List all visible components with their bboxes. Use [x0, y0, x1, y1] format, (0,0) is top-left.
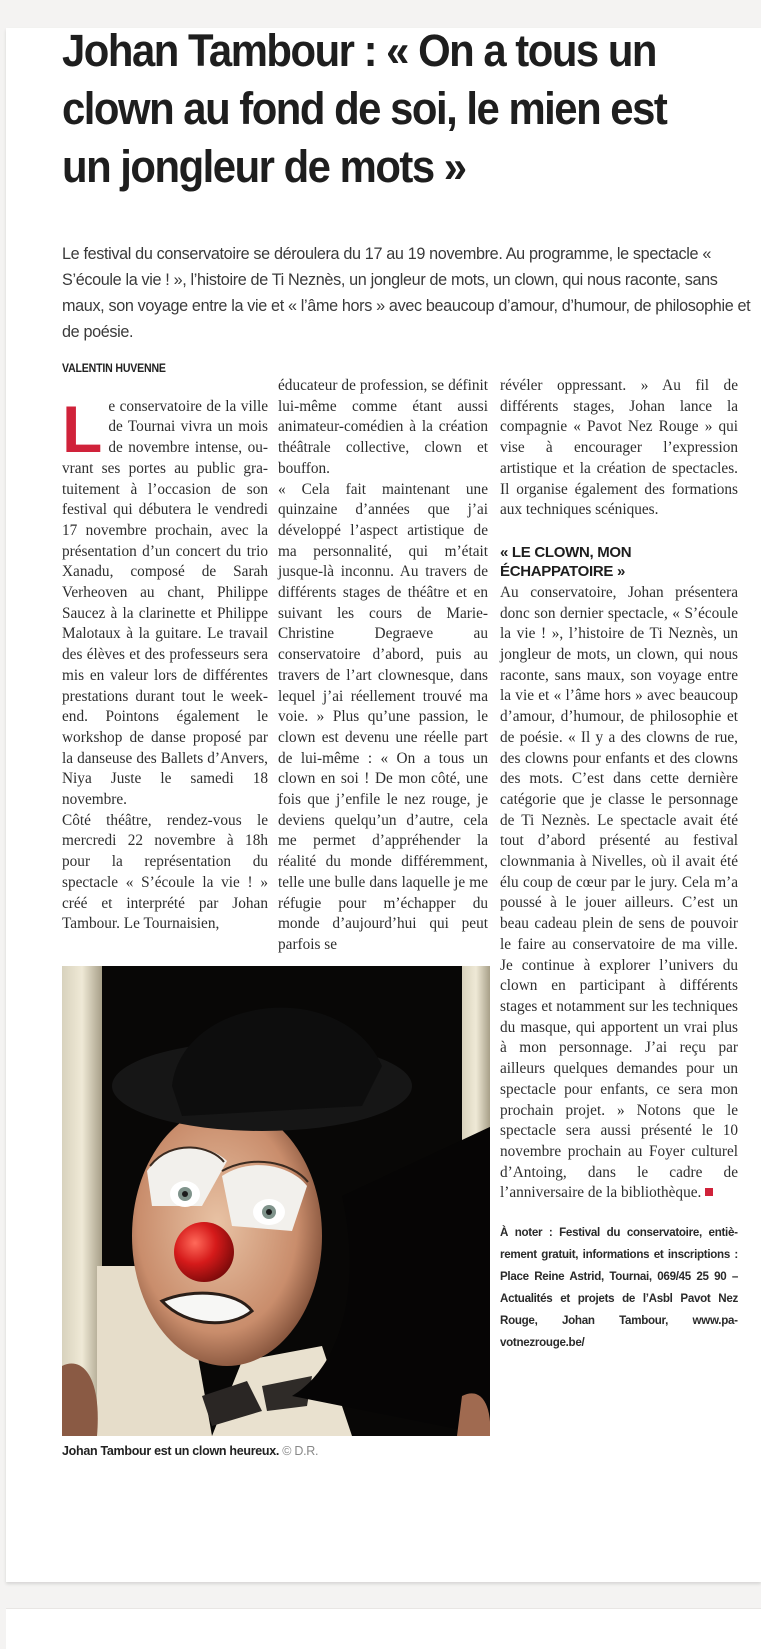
- paragraph-text: e conservatoire de la ville de Tournai vivra un mois de novembre intense, ouvrant ses portes au public gratuitement à l’occasion de son festival qui débutera le vendredi 17 novembre prochain, avec la présentation d’un concert du trio Xanadu, composé de Sarah Verheoven au chant, Philippe Saucez à la clarinette et Philippe Malotaux à la guitare. Le travail des élèves et des professeurs sera mis en valeur lors de différentes prestations durant tout le week-end. Pointons également le workshop de danse proposé par la danseuse des Ballets d’Anvers, Niya Juste le samedi 18 novembre.: [62, 397, 268, 809]
- clown-photo: [62, 966, 490, 1436]
- subheading: « LE CLOWN, MON ÉCHAPPATOIRE »: [500, 543, 632, 580]
- photo-credit: © D.R.: [282, 1444, 319, 1458]
- article-column-3: [500, 376, 738, 1354]
- byline: VALENTIN HUVENNE: [62, 361, 166, 375]
- paragraph: Côté théâtre, rendez-vous le mercredi 22 novembre à 18h pour la représentation du spectacle « S’écoule la vie ! » créé et interprété par Johan Tambour. Le Tournaisien,: [62, 811, 268, 933]
- paragraph: [62, 391, 268, 811]
- paragraph: [500, 583, 738, 1204]
- article-lede: Le festival du conservatoire se déroulera du 17 au 19 novembre. Au programme, le spectacle « S’écoule la vie ! », l’histoire de Ti Neznès, un jongleur de mots, un clown, qui nous raconte, sans maux, son voyage entre la vie et « l’âme hors » avec beaucoup d’amour, d’humour, de philosophie et de poésie.: [62, 245, 751, 341]
- paragraph: « Cela fait maintenant une quinzaine d’années que j’ai développé l’aspect artistique de ma personnalité, qui m’était jusque-là inconnu. Au travers de différents stages de théâtre et en suivant les cours de Marie-Christine Degraeve au conservatoire d’abord, puis au travers de l’art clownesque, dans lequel j’ai réellement trouvé ma voie. » Plus qu’une passion, le clown est devenu une réelle part de lui-même : « On a tous un clown en soi ! De mon côté, une fois que j’enfile le nez rouge, je deviens quelqu’un d’autre, cela me permet d’appréhender la réalité du monde différemment, telle une bulle dans laquelle je me réfugie pour m’échapper du monde d’aujourd’hui qui peut parfois se: [278, 480, 488, 953]
- paragraph: éducateur de profession, se définit lui-même comme étant aussi animateur-comédien à la création théâtrale collective, clown et bouffon.: [278, 377, 488, 477]
- paragraph-text: Au conservatoire, Johan présentera donc son dernier spectacle, « S’écoule la vie ! », l’histoire de Ti Neznès, un jongleur de mots, un clown, qui nous raconte, sans maux, son voyage entre la vie et « l’âme hors » avec beaucoup d’amour, d’humour, de philosophie et de poésie. « Il y a des clowns de rue, des clowns pour enfants et des clowns des mots. C’est dans cette dernière catégorie que je classe le personnage de Ti Neznès. Le spectacle avait été tout d’abord présenté au festival clownmania à Nivelles, où il avait été élu coup de cœur par le jury. Cela m’a poussé à le jouer ailleurs. C’est un beau cadeau plein de sens de pouvoir le faire au conservatoire de ma ville. Je continue à explorer l’univers du clown en participant à différents stages et notamment sur les techniques du masque, qui apportent un vrai plus à mon personnage. J’ai reçu par ailleurs quelques demandes pour un spectacle pour enfants, ce sera mon prochain projet. » Notons que le spectacle sera aussi présenté le 10 novembre prochain au Foyer culturel d’Antoing, dans le cadre de l’anniversaire de la bibliothèque.: [500, 583, 738, 1202]
- next-card: [6, 1608, 761, 1649]
- paragraph: révéler oppressant. » Au fil de différents stages, Johan lance la compagnie « Pavot Nez Rouge » qui vise à encourager l’expression artistique et la création de spectacles. Il organise également des formations aux techniques scéniques.: [500, 377, 738, 519]
- caption-text: Johan Tambour est un clown heureux.: [62, 1444, 280, 1458]
- article-headline: Johan Tambour : « On a tous un clown au fond de soi, le mien est un jongleur de mots »: [62, 25, 667, 192]
- end-mark-icon: [705, 1188, 713, 1196]
- drop-cap: L: [62, 391, 103, 466]
- article-column-2: [278, 376, 488, 956]
- info-note: À noter : Festival du conservatoire, entièrement gratuit, informations et inscriptions : Place Reine Astrid, Tournai, 069/45 25 90 – Actualités et projets de l’Asbl Pavot Nez Rouge, Johan Tambour, www.pavotnezrouge.be/: [500, 1226, 738, 1350]
- article-column-1: [62, 358, 268, 935]
- clown-portrait-image: [62, 966, 490, 1436]
- photo-caption: [62, 1444, 492, 1458]
